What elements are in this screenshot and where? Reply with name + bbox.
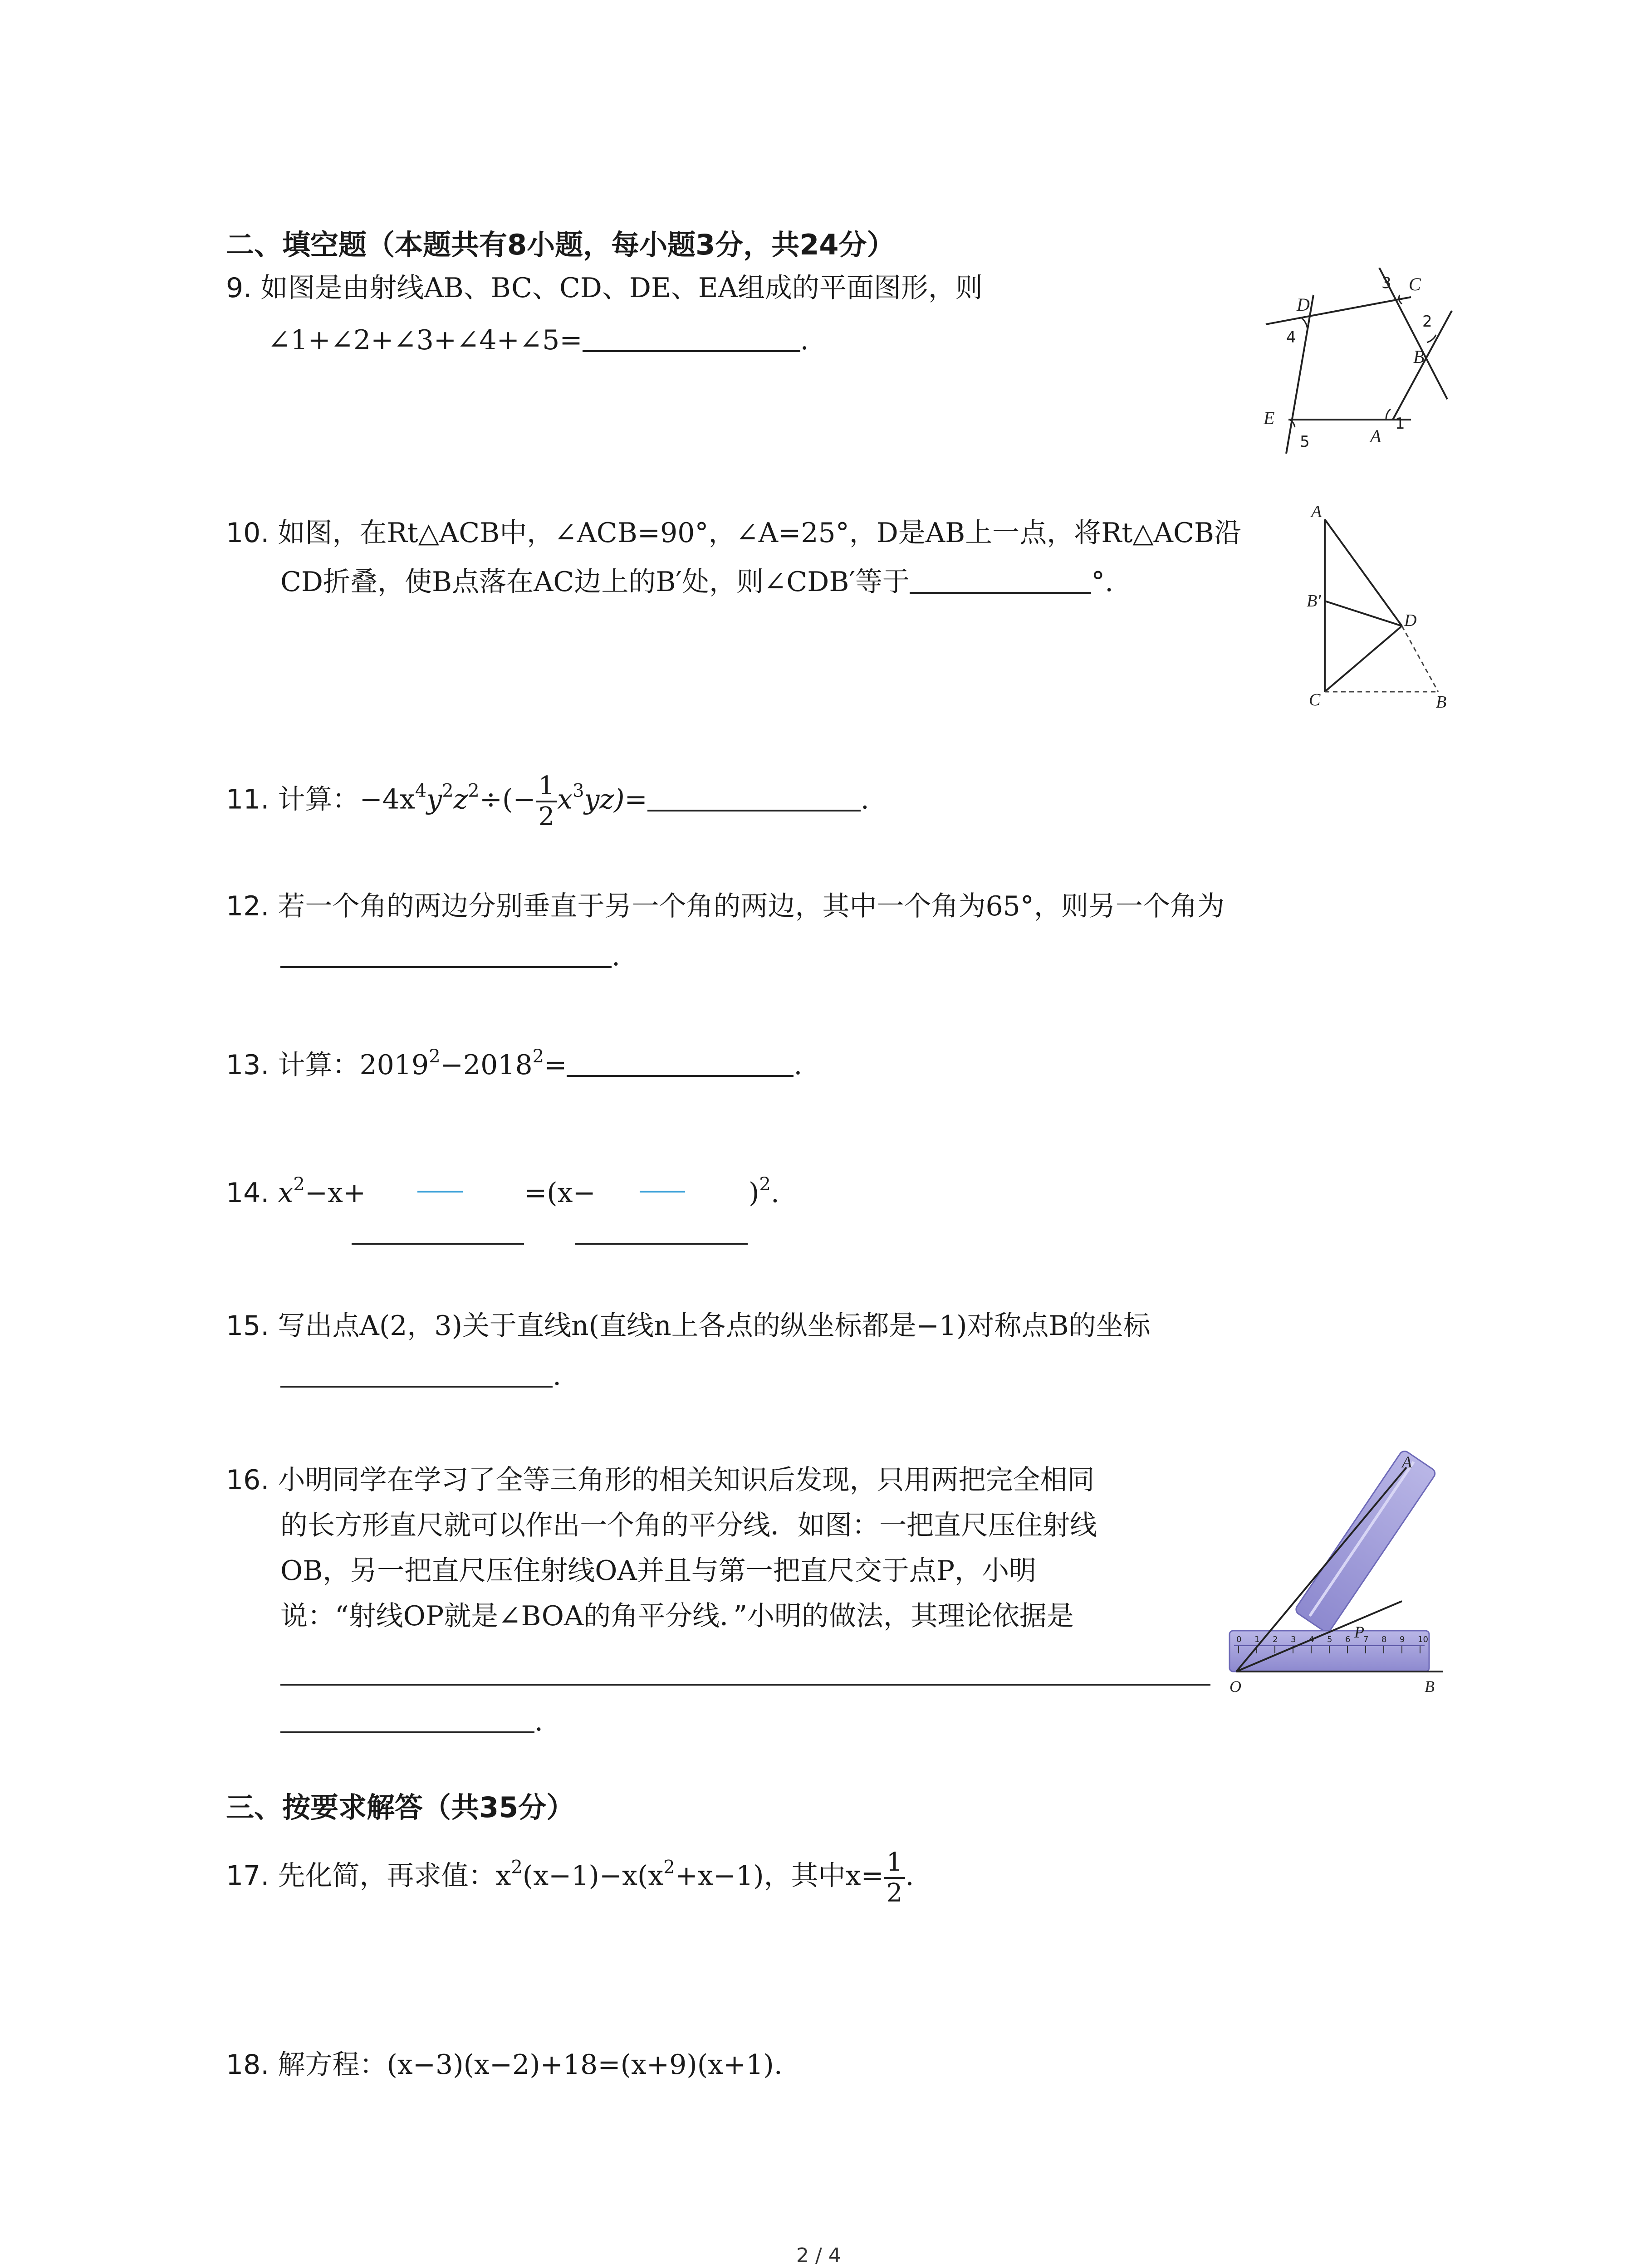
question-number: 11. (226, 783, 269, 816)
period: . (770, 1177, 779, 1209)
fraction-one-half: $\frac{1}{2}$ (884, 1850, 906, 1906)
period: . (800, 324, 809, 356)
label-B-prime: B' (1307, 591, 1321, 611)
ruler-tick-label: 1 (1254, 1635, 1260, 1644)
period: . (794, 1049, 803, 1081)
question-number: 18. (226, 2049, 269, 2081)
answer-blank[interactable] (910, 569, 1091, 594)
question-15-line2 (280, 1360, 562, 1392)
section-2-title: 二、填空题（本题共有8小题，每小题3分，共24分） (226, 228, 895, 261)
var-y: y (426, 783, 442, 816)
equals: = (544, 1049, 567, 1081)
question-number: 12. (226, 890, 269, 922)
question-text-line3: OB，另一把直尺压住射线OA并且与第一把直尺交于点P，小明 (280, 1555, 1037, 1587)
question-17 (226, 1850, 914, 1906)
label-4: 4 (1286, 328, 1296, 347)
question-number: 14. (226, 1177, 269, 1209)
label-3: 3 (1381, 274, 1391, 292)
label-C: C (1409, 274, 1421, 294)
exponent: 4 (415, 780, 427, 802)
question-10 (226, 519, 1241, 547)
exponent: 2 (468, 780, 480, 802)
question-18 (226, 2049, 783, 2081)
question-11 (226, 773, 869, 830)
ruler-tick-label: 5 (1327, 1635, 1332, 1644)
label-A: A (1370, 426, 1381, 446)
exponent: 2 (511, 1857, 523, 1878)
ruler-tick-label: 10 (1418, 1635, 1428, 1644)
answer-blank[interactable] (280, 943, 612, 968)
angle-4-arc (1301, 318, 1308, 331)
expr-prefix: 计算：2019 (278, 1049, 429, 1081)
expr-part: −x+ (304, 1177, 366, 1209)
question-9-line2 (268, 324, 809, 356)
question-text: 解方程：(x−3)(x−2)+18=(x+9)(x+1). (278, 2049, 783, 2081)
answer-blank-long[interactable] (280, 1684, 1210, 1686)
exponent: 3 (573, 780, 584, 802)
question-number: 9. (226, 272, 252, 304)
side-ad (1325, 519, 1402, 626)
label-O: O (1230, 1677, 1241, 1696)
question-number: 10. (226, 517, 269, 549)
exponent: 2 (759, 1174, 771, 1195)
question-14 (226, 1174, 366, 1209)
degree-period: °. (1091, 566, 1114, 598)
answer-blank-1[interactable] (352, 1243, 524, 1245)
expr-prefix: 先化简，再求值：x (278, 1860, 511, 1892)
angle-1-arc (1386, 409, 1391, 420)
label-C: C (1309, 690, 1321, 709)
label-1: 1 (1395, 415, 1405, 433)
period: . (905, 1860, 914, 1892)
answer-blank[interactable] (583, 327, 800, 352)
page-number: 2 / 4 (796, 2244, 841, 2267)
answer-blank[interactable] (647, 787, 861, 811)
exponent: 2 (429, 1046, 441, 1067)
label-B: B (1413, 347, 1425, 367)
ruler-diagonal (1294, 1449, 1437, 1634)
question-text: 如图，在Rt△ACB中，∠ACB=90°，∠A=25°，D是AB上一点，将Rt△ACB沿 (278, 517, 1241, 549)
question-13 (226, 1046, 803, 1081)
fraction-one-half: $\frac{1}{2}$ (536, 773, 558, 830)
question-16-line6 (280, 1708, 543, 1735)
question-10-line2 (280, 568, 1113, 596)
divide-sign: ÷(− (479, 783, 536, 816)
label-A: A (1311, 506, 1322, 521)
ruler-tick-label: 0 (1236, 1635, 1242, 1644)
label-A: A (1402, 1453, 1412, 1471)
period: . (860, 783, 869, 816)
label-5: 5 (1300, 433, 1310, 451)
ruler-tick-label: 9 (1400, 1635, 1405, 1644)
var-x: x (557, 783, 573, 816)
question-text: 写出点A(2，3)关于直线n(直线n上各点的纵坐标都是−1)对称点B的坐标 (278, 1310, 1151, 1342)
ruler-tick-label: 2 (1273, 1635, 1278, 1644)
fold-triangle-figure (1307, 506, 1461, 710)
question-14-tail (749, 1174, 779, 1209)
answer-blank[interactable] (280, 1709, 534, 1733)
pentagon-rays-figure (1257, 268, 1456, 458)
question-text-line2: 的长方形直尺就可以作出一个角的平分线．如图：一把直尺压住射线 (280, 1510, 1097, 1541)
question-16 (226, 1466, 1095, 1494)
rulers-bisector-figure (1225, 1447, 1461, 1710)
exponent: 2 (532, 1046, 544, 1067)
question-14-mid (524, 1179, 596, 1207)
ruler-tick-label: 3 (1291, 1635, 1296, 1644)
expr-mid: −2018 (440, 1049, 533, 1081)
answer-blank-2[interactable] (575, 1243, 748, 1245)
question-text-line4: 说：“射线OP就是∠BOA的角平分线．”小明的做法，其理论依据是 (280, 1600, 1074, 1632)
dashed-db (1402, 626, 1438, 692)
expr-prefix: 计算：−4x (278, 783, 415, 816)
expr-mid: (x−1)−x(x (522, 1860, 664, 1892)
ruler-tick-label: 6 (1345, 1635, 1351, 1644)
exponent: 2 (442, 780, 454, 802)
period: . (612, 940, 621, 972)
expr-tail: yz)= (584, 783, 647, 816)
ruler-tick-label: 8 (1381, 1635, 1387, 1644)
question-text: CD折叠，使B点落在AC边上的B′处，则∠CDB′等于 (280, 566, 910, 598)
dash-mark-1 (417, 1191, 463, 1193)
question-text: 若一个角的两边分别垂直于另一个角的两边，其中一个角为65°，则另一个角为 (278, 890, 1225, 922)
question-text: ∠1+∠2+∠3+∠4+∠5= (268, 324, 583, 356)
exponent: 2 (293, 1174, 305, 1195)
dash-mark-2 (640, 1191, 685, 1193)
question-text: 如图是由射线AB、BC、CD、DE、EA组成的平面图形，则 (260, 272, 983, 304)
section-3-title: 三、按要求解答（共35分） (226, 1791, 575, 1824)
label-E: E (1264, 408, 1275, 428)
label-B: B (1425, 1677, 1435, 1696)
paren: ) (749, 1177, 759, 1209)
period: . (553, 1360, 562, 1392)
expr-part: =(x− (524, 1177, 596, 1209)
period: . (534, 1706, 544, 1737)
expr-tail: +x−1)，其中x= (675, 1860, 884, 1892)
var-x: x (278, 1177, 294, 1209)
question-number: 17. (226, 1860, 269, 1892)
question-number: 15. (226, 1310, 269, 1342)
fold-line-cd (1325, 626, 1402, 692)
question-text-line1: 小明同学在学习了全等三角形的相关知识后发现，只用两把完全相同 (278, 1464, 1095, 1496)
answer-blank[interactable] (280, 1363, 553, 1388)
ruler-tick-label: 7 (1363, 1635, 1369, 1644)
question-number: 13. (226, 1049, 269, 1081)
ray-cd (1266, 297, 1411, 324)
label-2: 2 (1422, 313, 1432, 331)
label-D: D (1297, 294, 1310, 315)
segment-b-prime-d (1325, 601, 1402, 626)
var-z: z (453, 783, 468, 816)
label-B: B (1436, 693, 1447, 710)
exponent: 2 (663, 1857, 675, 1878)
label-P: P (1354, 1623, 1364, 1641)
question-number: 16. (226, 1464, 269, 1496)
answer-blank[interactable] (567, 1052, 794, 1077)
question-12-line2 (280, 940, 621, 972)
label-D: D (1404, 611, 1417, 630)
question-9 (226, 274, 983, 302)
question-12 (226, 890, 1225, 922)
question-15 (226, 1310, 1151, 1342)
